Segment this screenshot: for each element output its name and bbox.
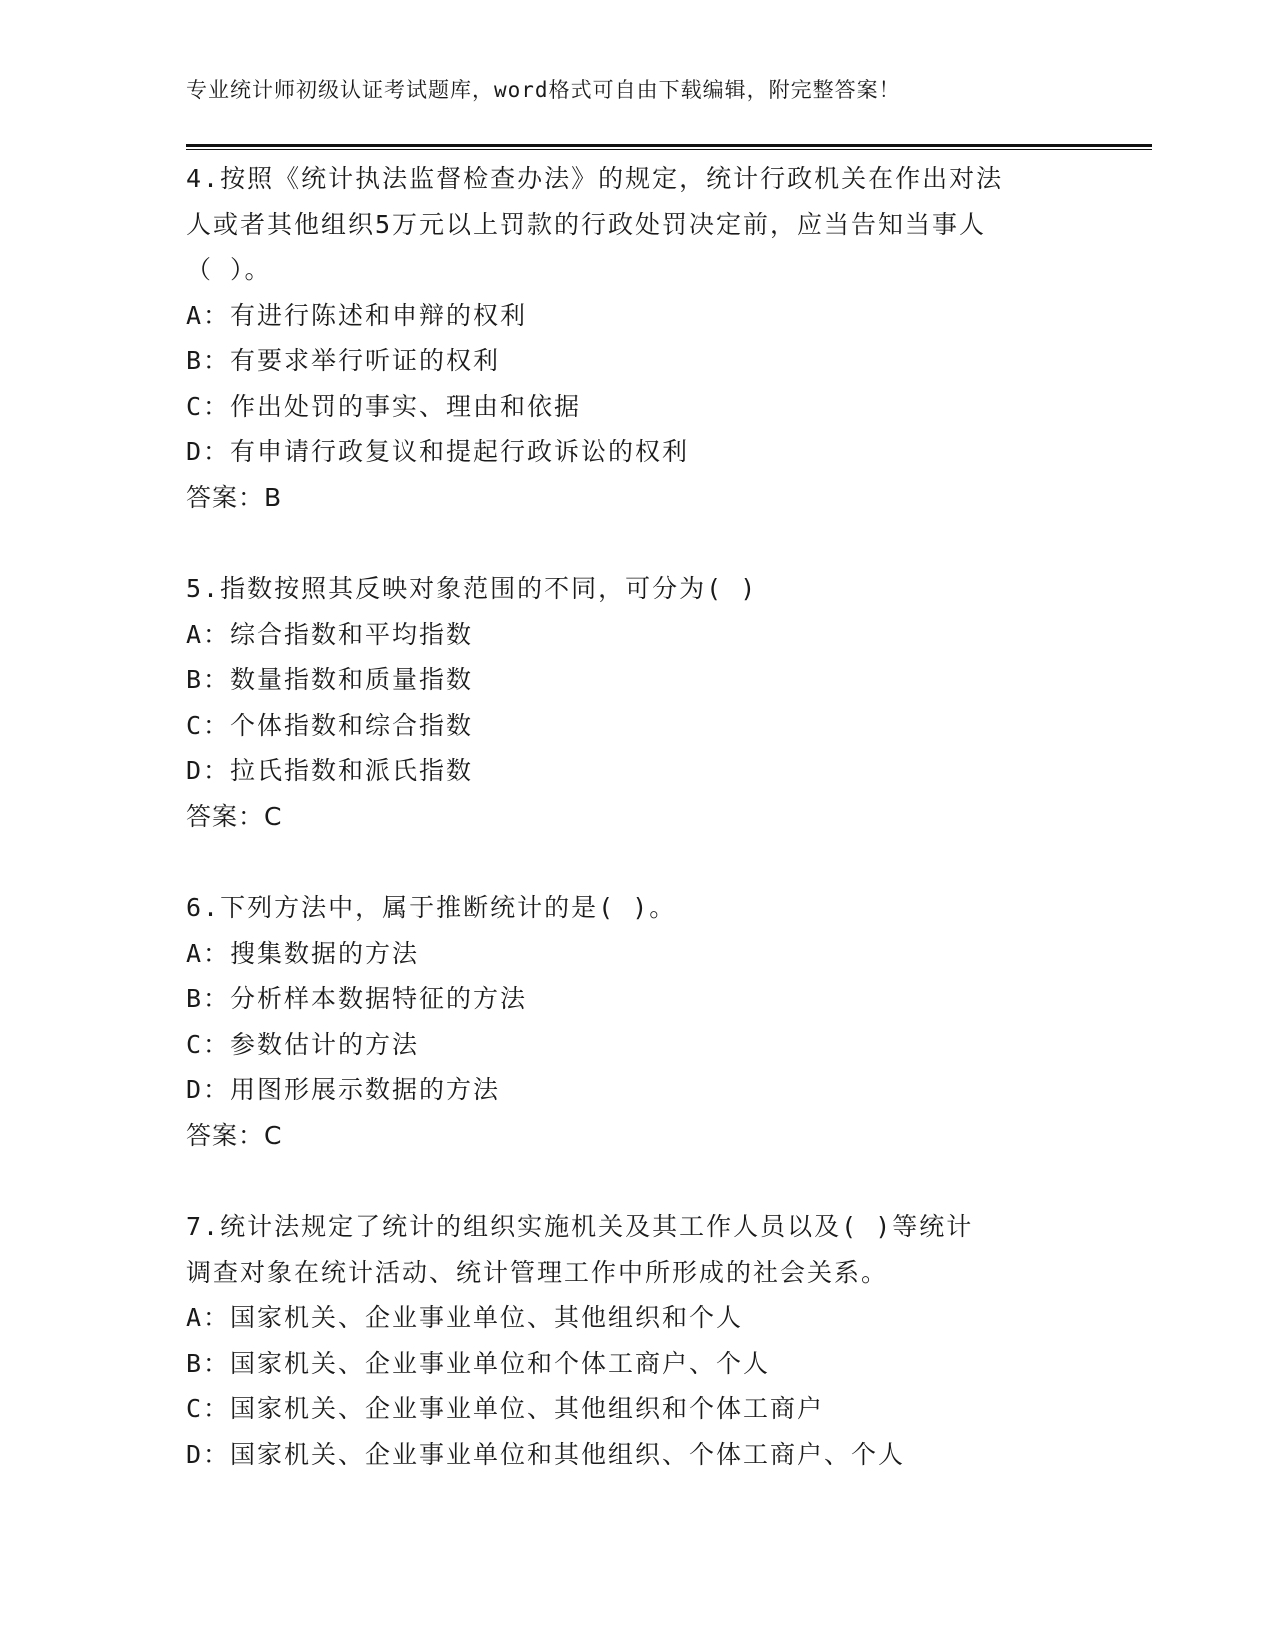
question-7 (186, 1204, 1066, 1477)
answer: 答案：B (186, 482, 283, 512)
question-stem: （ ）。 (186, 255, 272, 284)
header-divider-thin (186, 149, 1152, 150)
answer: 答案：C (186, 801, 283, 831)
option-d: D：国家机关、企业事业单位和其他组织、个体工商户、个人 (186, 1439, 906, 1469)
header-divider-thick (186, 144, 1152, 147)
question-stem: 人或者其他组织5万元以上罚款的行政处罚决定前，应当告知当事人 (186, 209, 987, 239)
option-d: D：有申请行政复议和提起行政诉讼的权利 (186, 437, 690, 466)
option-c: C：作出处罚的事实、理由和依据 (186, 391, 582, 421)
question-stem: 调查对象在统计活动、统计管理工作中所形成的社会关系。 (186, 1257, 889, 1287)
question-6 (186, 885, 1066, 1158)
option-b: B：数量指数和质量指数 (186, 665, 474, 694)
option-a: A：国家机关、企业事业单位、其他组织和个人 (186, 1303, 744, 1332)
option-a: A：有进行陈述和申辩的权利 (186, 300, 528, 330)
question-stem: 6.下列方法中，属于推断统计的是( )。 (186, 893, 677, 922)
option-b: B：国家机关、企业事业单位和个体工商户、个人 (186, 1348, 771, 1378)
question-5 (186, 566, 1066, 839)
question-stem: 5.指数按照其反映对象范围的不同，可分为( ) (186, 574, 758, 603)
option-c: C：个体指数和综合指数 (186, 710, 474, 740)
question-stem: 7.统计法规定了统计的组织实施机关及其工作人员以及( )等统计 (186, 1212, 974, 1241)
answer: 答案：C (186, 1120, 283, 1150)
option-a: A：搜集数据的方法 (186, 938, 420, 968)
question-list (186, 156, 1066, 1523)
option-d: D：用图形展示数据的方法 (186, 1075, 501, 1104)
option-c: C：国家机关、企业事业单位、其他组织和个体工商户 (186, 1394, 825, 1423)
question-stem: 4.按照《统计执法监督检查办法》的规定，统计行政机关在作出对法 (186, 164, 1004, 193)
question-4 (186, 156, 1066, 520)
option-a: A：综合指数和平均指数 (186, 619, 474, 649)
option-b: B：有要求举行听证的权利 (186, 346, 501, 375)
option-b: B：分析样本数据特征的方法 (186, 984, 528, 1013)
option-c: C：参数估计的方法 (186, 1029, 420, 1059)
option-d: D：拉氏指数和派氏指数 (186, 756, 474, 785)
page-header: 专业统计师初级认证考试题库，word格式可自由下载编辑，附完整答案！ (186, 78, 901, 102)
